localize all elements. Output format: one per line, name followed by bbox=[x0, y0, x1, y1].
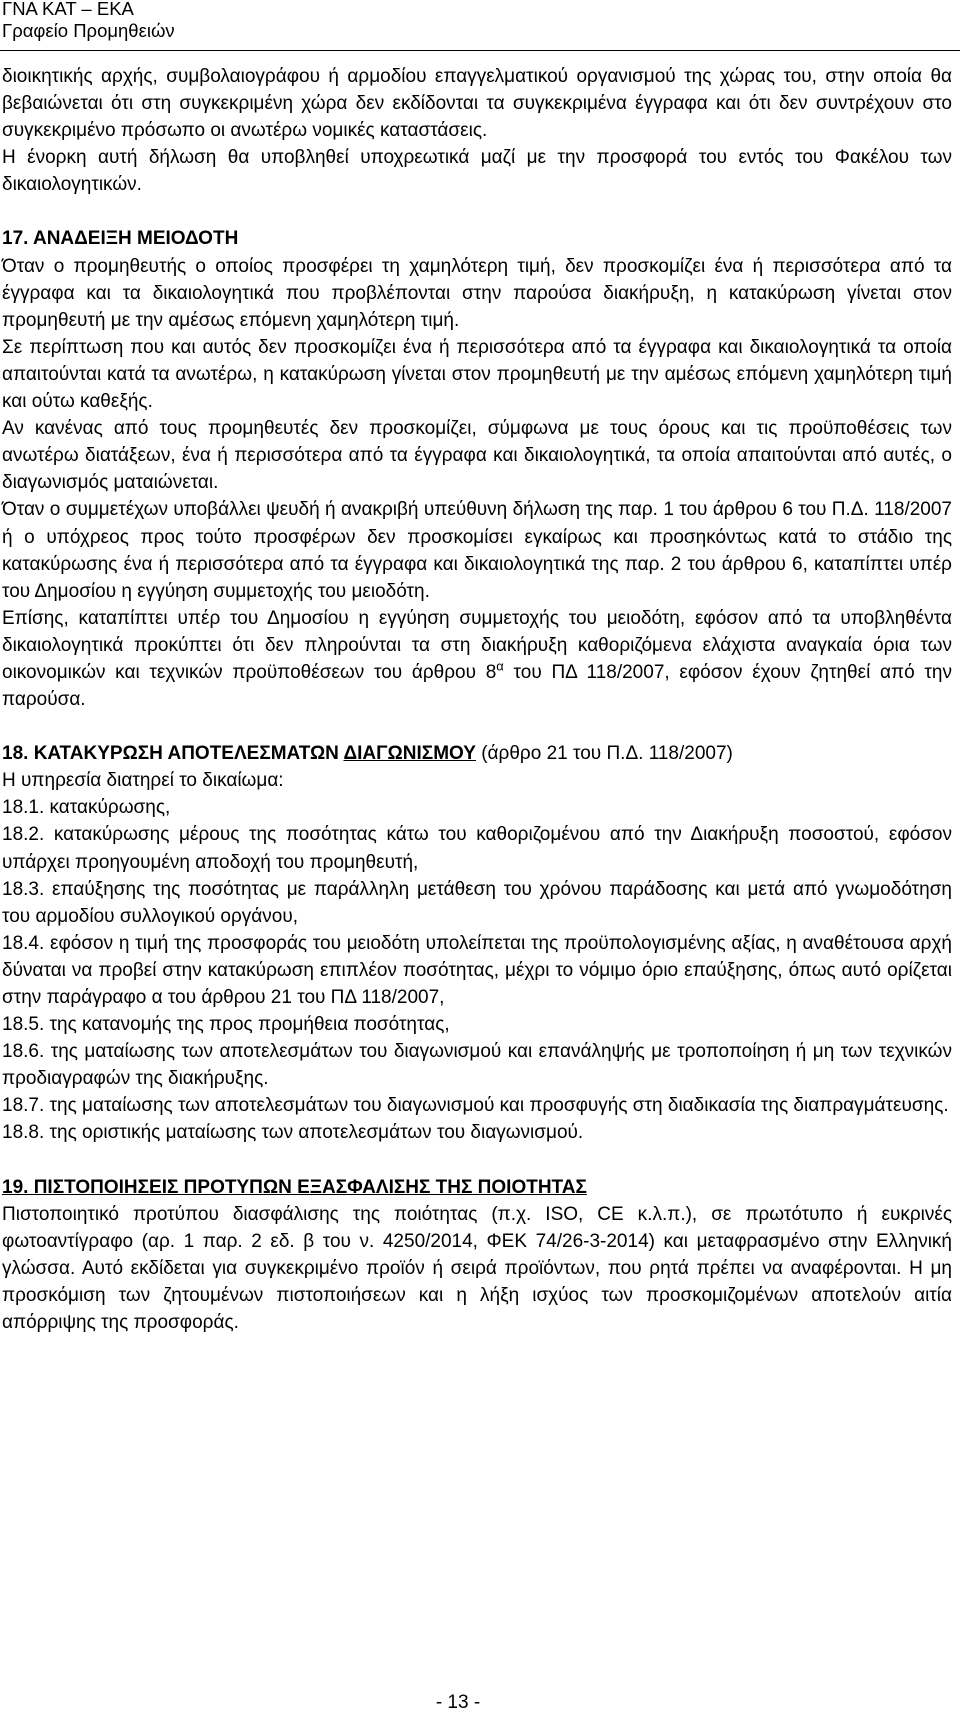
paragraph-text: του ΠΔ 118/2007, εφόσον έχουν ζητηθεί από την παρούσα. bbox=[2, 661, 952, 711]
list-item: 18.3. επαύξησης της ποσότητας με παράλληλη μετάθεση του χρόνου παράδοσης και μετά από γνωμοδότηση του αρμοδίου συλλογικού οργάνου, bbox=[2, 878, 952, 927]
header-office: Γραφείο Προμηθειών bbox=[2, 20, 175, 41]
header-org: ΓΝΑ ΚΑΤ – ΕΚΑ bbox=[2, 0, 134, 19]
list-item: 18.4. εφόσον η τιμή της προσφοράς του μειοδότη υπολείπεται της προϋπολογισμένης αξίας, η αναθέτουσα αρχή δύναται να προβεί στην κατακύρωση επιπλέον ποσότητας, μέχρι το νόμιμο όριο επαύξησης, όπως αυτό ορίζεται στην παράγραφο α του άρθρου 21 του ΠΔ 118/2007, bbox=[2, 932, 952, 1008]
section-17-paragraph: Όταν ο προμηθευτής ο οποίος προσφέρει τη χαμηλότερη τιμή, δεν προσκομίζει ένα ή περισσότερα από τα έγγραφα και τα δικαιολογητικά που προβλέπονται στην παρούσα διακήρυξη, η κατακύρωση γίνεται στον προμηθευτή με την αμέσως επόμενη χαμηλότερη τιμή. bbox=[2, 255, 952, 331]
intro-paragraph: Η ένορκη αυτή δήλωση θα υποβληθεί υποχρεωτικά μαζί με την προσφορά του εντός του Φακέλου των δικαιολογητικών. bbox=[2, 147, 952, 196]
heading-underlined-text: ΔΙΑΓΩΝΙΣΜΟΥ bbox=[343, 743, 476, 765]
section-19-paragraph: Πιστοποιητικό προτύπου διασφάλισης της ποιότητας (π.χ. ISO, CE κ.λ.π.), σε πρωτότυπο ή ευκρινές φωτοαντίγραφο (αρ. 1 παρ. 2 εδ. β του ν. 4250/2014, ΦΕΚ 74/26-3-2014) και μεταφρασμένο στην Ελληνική γλώσσα. Αυτό εκδίδεται για συγκεκριμένο προϊόν ή σειρά προϊόντων, που ρητά πρέπει να αναφέρονται. Η μη προσκόμιση των ζητουμένων πιστοποιήσεων και η λήξη ισχύος των προσκομιζομένων αποτελούν αιτία απόρριψης της προσφοράς. bbox=[2, 1203, 952, 1334]
page-header bbox=[2, 0, 175, 42]
heading-text: 18. ΚΑΤΑΚΥΡΩΣΗ ΑΠΟΤΕΛΕΣΜΑΤΩΝ bbox=[2, 743, 344, 765]
list-item: 18.7. της ματαίωσης των αποτελεσμάτων του διαγωνισμού και προσφυγής στη διαδικασία της διαπραγμάτευσης. bbox=[2, 1095, 949, 1117]
list-item: 18.2. κατακύρωσης μέρους της ποσότητας κάτω του καθοριζομένου από την Διακήρυξη ποσοστού, εφόσον υπάρχει προηγουμένη αποδοχή του προμηθευτή, bbox=[2, 824, 952, 873]
list-item: 18.8. της οριστικής ματαίωσης των αποτελεσμάτων του διαγωνισμού. bbox=[2, 1122, 584, 1144]
section-18-heading bbox=[2, 740, 952, 767]
list-item: 18.1. κατακύρωσης, bbox=[2, 797, 171, 819]
list-item: 18.6. της ματαίωσης των αποτελεσμάτων του διαγωνισμού και επανάληψής με τροποποίηση ή μη των τεχνικών προδιαγραφών της διακήρυξης. bbox=[2, 1041, 952, 1090]
list-item: 18.5. της κατανομής της προς προμήθεια ποσότητας, bbox=[2, 1014, 450, 1036]
section-17-paragraph: Αν κανένας από τους προμηθευτές δεν προσκομίζει, σύμφωνα με τους όρους και τις προϋποθέσεις των ανωτέρω διατάξεων, ένα ή περισσότερα από τα έγγραφα και δικαιολογητικά, τα οποία απαιτούνται από αυτές, ο διαγωνισμός ματαιώνεται. bbox=[2, 418, 952, 494]
intro-paragraph: διοικητικής αρχής, συμβολαιογράφου ή αρμοδίου επαγγελματικού οργανισμού της χώρας του, στην οποία θα βεβαιώνεται ότι στη συγκεκριμένη χώρα δεν εκδίδονται τα συγκεκριμένα έγγραφα και ότι δεν συντρέχουν στο συγκεκριμένο πρόσωπο οι ανωτέρω νομικές καταστάσεις. bbox=[2, 66, 952, 142]
section-17-paragraph bbox=[2, 605, 952, 713]
header-divider bbox=[0, 50, 960, 51]
section-17-paragraph: Σε περίπτωση που και αυτός δεν προσκομίζει ένα ή περισσότερα από τα έγγραφα και δικαιολογητικά τα οποία απαιτούνται κατά τα ανωτέρω, η κατακύρωση γίνεται στον προμηθευτή με την αμέσως επόμενη χαμηλότερη τιμή και ούτω καθεξής. bbox=[2, 336, 952, 413]
section-17-heading: 17. ΑΝΑΔΕΙΞΗ ΜΕΙΟΔΟΤΗ bbox=[2, 228, 239, 250]
document-body bbox=[2, 63, 952, 1336]
section-17-paragraph: Όταν ο συμμετέχων υποβάλλει ψευδή ή ανακριβή υπεύθυνη δήλωση της παρ. 1 του άρθρου 6 του Π.Δ. 118/2007 ή ο υπόχρεος προς τούτο προσφέρων δεν προσκομίσει εγκαίρως και προσηκόντως κατά το στάδιο της κατακύρωσης ένα ή περισσότερα από τα έγγραφα και δικαιολογητικά της παρ. 2 του άρθρου 6, καταπίπτει υπέρ του Δημοσίου η εγγύηση συμμετοχής του μειοδότη. bbox=[2, 499, 952, 602]
superscript: α bbox=[496, 658, 504, 674]
page-footer bbox=[0, 1692, 960, 1714]
section-19-heading: 19. ΠΙΣΤΟΠΟΙΗΣΕΙΣ ΠΡΟΤΥΠΩΝ ΕΞΑΣΦΑΛΙΣΗΣ ΤΗΣ ΠΟΙΟΤΗΤΑΣ bbox=[2, 1176, 587, 1198]
section-18-intro: Η υπηρεσία διατηρεί το δικαίωμα: bbox=[2, 770, 284, 792]
paragraph-text: Επίσης, καταπίπτει υπέρ του Δημοσίου η εγγύηση συμμετοχής του μειοδότη, εφόσον από τα υποβληθέντα δικαιολογητικά προκύπτει ότι δεν πληρούνται τα στη διακήρυξη καθοριζόμενα ελάχιστα αναγκαία όρια των οικονομικών και τεχνικών προϋποθέσεων του άρθρου 8 bbox=[2, 607, 952, 683]
heading-reference: (άρθρο 21 του Π.Δ. 118/2007) bbox=[475, 743, 733, 765]
page-number: - 13 - bbox=[435, 1692, 481, 1713]
